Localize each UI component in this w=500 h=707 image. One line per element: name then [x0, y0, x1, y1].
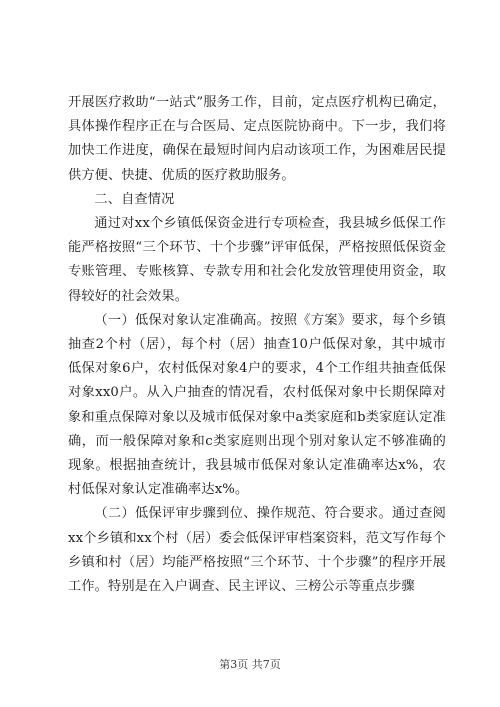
- page-footer: 第3页 共7页: [219, 658, 281, 671]
- document-body: [68, 91, 446, 599]
- paragraph-service-progress: 开展医疗救助“一站式”服务工作，目前，定点医疗机构已确定，具体操作程序正在与合医局、定点医院协商中。下一步，我们将加快工作进度，确保在最短时间内启动该项工作，为困难居民提供方便、快捷、优质的医疗救助服务。: [68, 95, 446, 183]
- paragraph-inspection-overview: 通过对xx个乡镇低保资金进行专项检查，我县城乡低保工作能严格按照“三个环节、十个步骤”评审低保，严格按照低保资金专账管理、专账核算、专款专用和社会化发放管理使用资金，取得较好的社会效果。: [68, 216, 446, 304]
- paragraph-recipient-accuracy: （一）低保对象认定准确高。按照《方案》要求，每个乡镇抽查2个村（居），每个村（居）抽查10户低保对象，其中城市低保对象6户，农村低保对象4户的要求，4个工作组共抽查低保对象xx0户。从入户抽查的情况看，农村低保对象中长期保障对象和重点保障对象以及城市低保对象中a类家庭和b类家庭认定准确，而一般保障对象和c类家庭则出现个别对象认定不够准确的现象。根据抽查统计，我县城市低保对象认定准确率达x%，农村低保对象认定准确率达x%。: [68, 312, 446, 498]
- paragraph-review-procedure: （二）低保评审步骤到位、操作规范、符合要求。通过查阅xx个乡镇和xx个村（居）委会低保评审档案资料，范文写作每个乡镇和村（居）均能严格按照“三个环节、十个步骤”的程序开展工作。特别是在入户调查、民主评议、三榜公示等重点步骤: [68, 506, 446, 595]
- section-heading-self-inspection: 二、自查情况: [94, 191, 175, 207]
